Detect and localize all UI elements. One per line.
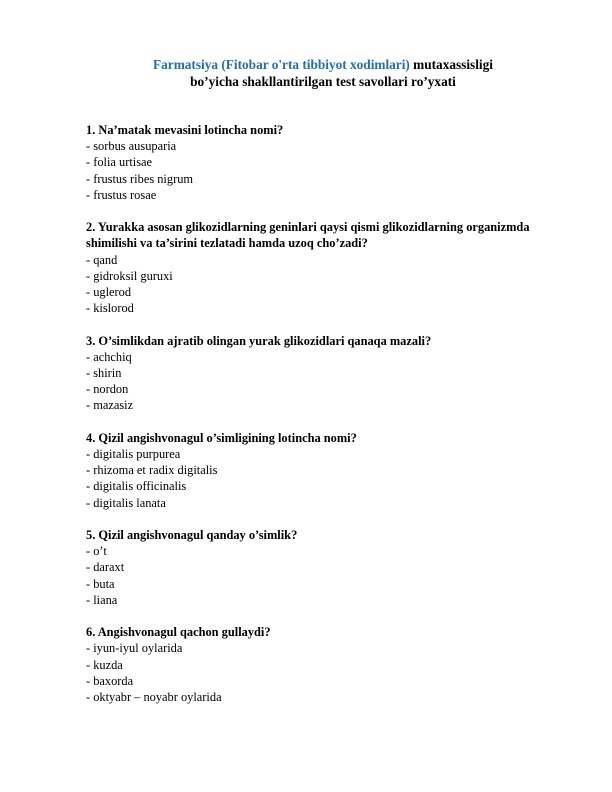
answer-option: - sorbus ausuparia — [86, 139, 177, 154]
header-title-rest: mutaxassisligi — [409, 57, 493, 72]
question-item — [86, 122, 546, 203]
question-item — [86, 527, 546, 608]
answer-option: - o’t — [86, 544, 107, 559]
answer-option: - daraxt — [86, 560, 125, 575]
header-title-accent: Farmatsiya (Fitobar o'rta tibbiyot xodimlari) — [153, 57, 410, 72]
answer-option: - oktyabr – noyabr oylarida — [86, 690, 222, 705]
header-subtitle: bo’yicha shakllantirilgan test savollari ro’yxati — [190, 74, 456, 89]
answer-option: - uglerod — [86, 285, 132, 300]
question-item — [86, 430, 546, 511]
answer-option: - shirin — [86, 366, 122, 381]
question-title: 6. Angishvonagul qachon gullaydi? — [86, 625, 271, 640]
answer-option: - frustus rosae — [86, 187, 157, 202]
answer-option: - gidroksil guruxi — [86, 268, 173, 283]
answer-option: - liana — [86, 592, 118, 607]
header-title — [0, 56, 612, 73]
answer-option: - folia urtisae — [86, 155, 153, 170]
answer-option: - mazasiz — [86, 398, 134, 413]
answer-option: - baxorda — [86, 673, 134, 688]
answer-option: - rhizoma et radix digitalis — [86, 463, 218, 478]
answer-option: - nordon — [86, 382, 129, 397]
question-title: 3. O’simlikdan ajratib olingan yurak glikozidlari qanaqa mazali? — [86, 333, 432, 348]
answer-option: - qand — [86, 252, 118, 267]
question-title: 5. Qizil angishvonagul qanday o’simlik? — [86, 528, 298, 543]
question-item — [86, 333, 546, 414]
answer-option: - frustus ribes nigrum — [86, 171, 194, 186]
question-title: 1. Na’matak mevasini lotincha nomi? — [86, 123, 284, 137]
document-header — [0, 56, 612, 90]
answer-option: - digitalis lanata — [86, 495, 166, 510]
question-item — [86, 219, 546, 316]
answer-option: - achchiq — [86, 349, 132, 364]
question-title: 4. Qizil angishvonagul o’simligining lotincha nomi? — [86, 430, 357, 445]
answer-option: - iyun-iyul oylarida — [86, 641, 183, 656]
answer-option: - kuzda — [86, 657, 123, 672]
question-title: 2. Yurakka asosan glikozidlarning geninlari qaysi qismi glikozidlarning organizmda shimilishi va ta’sirini tezlatadi hamda uzoq cho’zadi? — [86, 220, 530, 251]
answer-option: - digitalis purpurea — [86, 447, 181, 462]
answer-option: - kislorod — [86, 301, 134, 316]
answer-option: - digitalis officinalis — [86, 479, 187, 494]
question-item — [86, 624, 546, 705]
answer-option: - buta — [86, 576, 115, 591]
question-list — [86, 122, 546, 721]
